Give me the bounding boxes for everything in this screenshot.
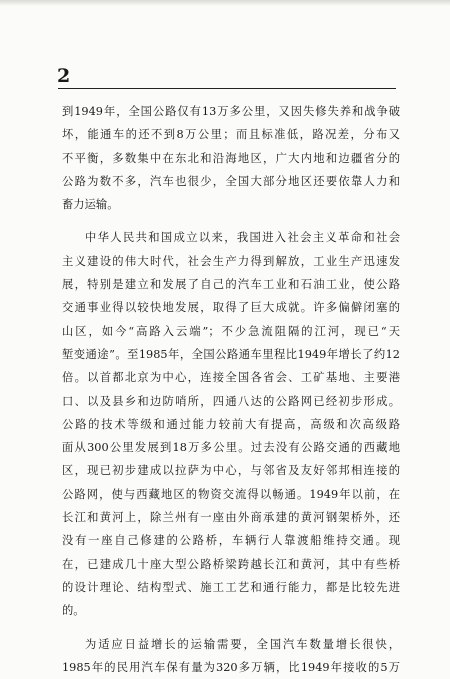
page-number: 2	[57, 65, 71, 87]
text-line: 为适应日益增长的运输需要，全国汽车数量增长很快，	[85, 637, 400, 651]
paragraph-gap	[62, 216, 400, 226]
text-line: 中华人民共和国成立以来，我国进入社会主义革命和社会	[85, 231, 400, 245]
text-line: 主义建设的伟大时代，社会生产力得到解放，工业生产迅速发	[62, 254, 400, 268]
text-line: 畜力运输。	[62, 198, 119, 212]
text-line: 公路网，使与西藏地区的物资交流得以畅通。1949年以前，在	[62, 487, 400, 501]
text-line: 山区，如今“高路入云端”；不少急流阻隔的江河，现已“天	[62, 324, 400, 338]
text-line: 不平衡，多数集中在东北和沿海地区，广大内地和边疆省分的	[62, 151, 400, 165]
text-line: 的设计理论、结构型式、施工工艺和通行能力，都是比较先进	[62, 580, 400, 594]
paragraph-gap	[62, 623, 400, 633]
text-line: 长江和黄河上，除兰州有一座由外商承建的黄河钢架桥外，还	[62, 511, 400, 525]
text-line: 区，现已初步建成以拉萨为中心，与邻省及友好邻邦相连接的	[62, 464, 400, 478]
text-line: 倍。以首都北京为中心，连接全国各省会、工矿基地、主要港	[62, 371, 400, 385]
text-line: 坏，能通车的还不到8万公里；而且标准低，路况差，分布又	[62, 128, 400, 142]
text-line: 到1949年，全国公路仅有13万多公里，又因失修失养和战争破	[62, 105, 400, 118]
text-line: 公路为数不多，汽车也很少，全国大部分地区还要依靠人力和	[62, 174, 400, 188]
text-line: 堑变通途”。至1985年，全国公路通车里程比1949年增长了约12	[62, 347, 400, 361]
text-line: 面从300公里发展到18万多公里。过去没有公路交通的西藏地	[62, 441, 400, 455]
text-line: 交通事业得以较快地发展，取得了巨大成就。许多偏僻闭塞的	[62, 301, 400, 315]
text-line: 口、以及县乡和边防哨所，四通八达的公路网已经初步形成。	[62, 394, 400, 408]
text-line: 的。	[62, 604, 85, 618]
text-line: 公路的技术等级和通过能力较前大有提高，高级和次高级路	[62, 417, 400, 431]
text-line: 在，已建成几十座大型公路桥梁跨越长江和黄河，其中有些桥	[62, 557, 400, 571]
text-line: 没有一座自己修建的公路桥，车辆行人靠渡船维持交通。现	[62, 534, 400, 548]
text-line: 1985年的民用汽车保有量为320多万辆，比1949年接收的5万	[62, 660, 400, 674]
body-text	[62, 100, 400, 679]
text-line: 展，特别是建立和发展了自己的汽车工业和石油工业，使公路	[62, 278, 400, 292]
scan-edge	[0, 0, 450, 6]
header-rule	[58, 88, 396, 89]
